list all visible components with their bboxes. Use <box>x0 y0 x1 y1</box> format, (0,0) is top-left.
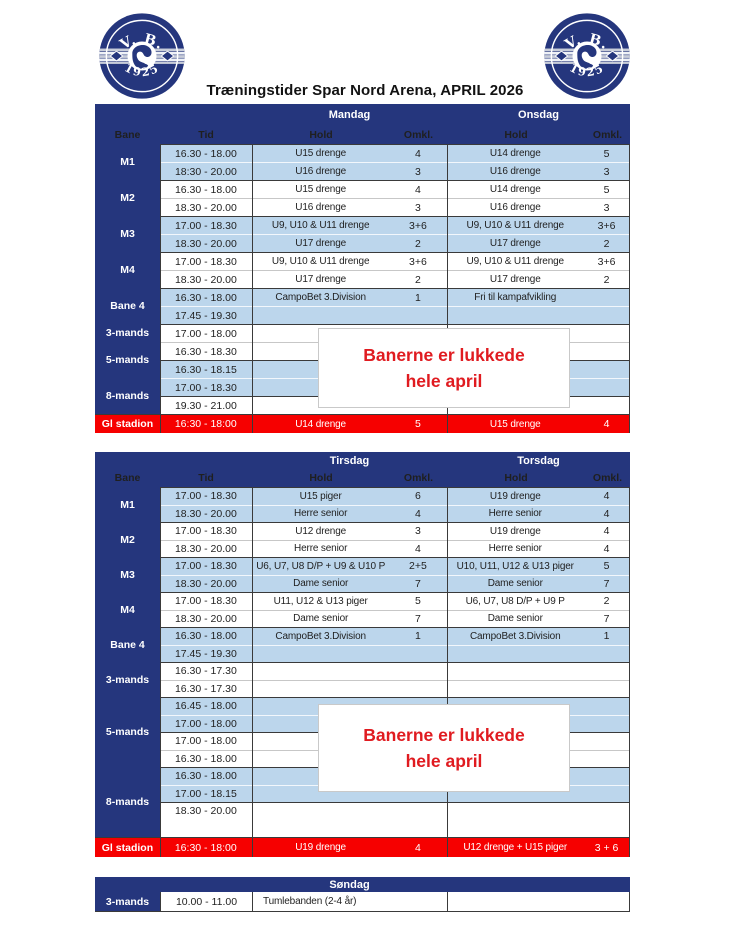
hold-cell-left: U9, U10 & U11 drenge <box>271 220 370 231</box>
omkl-cell-right <box>584 803 629 820</box>
table1-day-row <box>95 104 630 125</box>
hold-cell-left: U16 drenge <box>295 202 347 213</box>
hold-cell-left: U12 drenge <box>295 525 347 537</box>
hold-cell-right <box>446 646 584 663</box>
omkl-cell-right: 5 <box>603 183 610 196</box>
tid-cell: 16:30 - 18:00 <box>174 418 237 430</box>
hold-cell-left: U9, U10 & U11 drenge <box>271 256 370 267</box>
hold-cell-left <box>252 646 390 663</box>
hold-cell-right: U15 drenge <box>489 418 541 430</box>
tid-cell: 18.30 - 20.00 <box>174 237 237 250</box>
omkl-cell-left: 4 <box>415 507 421 520</box>
tid-cell: 17.45 - 19.30 <box>174 309 237 322</box>
hold-cell-left: U11, U12 & U13 piger <box>273 595 368 607</box>
tid-cell: 18.30 - 20.00 <box>174 542 237 555</box>
bane-label-5-mands: 5-mands <box>105 726 150 738</box>
omkl-cell-left: 1 <box>415 291 421 304</box>
omkl-cell-right: 3 <box>603 165 610 178</box>
hold-cell: Tumlebanden (2-4 år) <box>252 892 447 911</box>
tid-cell: 18.30 - 20.00 <box>174 201 237 214</box>
tid-cell: 16.30 - 18.15 <box>174 363 237 376</box>
bane-label-m4: M4 <box>120 603 135 616</box>
omkl-cell-right: 5 <box>603 147 610 160</box>
table2-column-header-row <box>95 469 630 487</box>
hold-cell-left <box>252 681 390 698</box>
omkl-cell-left <box>390 821 447 838</box>
hold-cell-right <box>446 681 584 698</box>
tid-cell: 18.30 - 20.00 <box>174 805 237 818</box>
bane-label-m3: M3 <box>120 228 135 240</box>
schedule-row <box>160 802 629 820</box>
bane-label-8-mands: 8-mands <box>105 796 150 808</box>
schedule-row <box>160 645 629 663</box>
tid-cell: 18.30 - 20.00 <box>174 507 237 520</box>
schedule-table-sunday <box>95 877 630 912</box>
bane-label: 3-mands <box>95 892 160 911</box>
column-header: Tid <box>198 128 214 141</box>
schedule-row <box>160 522 629 540</box>
sunday-header-band <box>95 877 630 892</box>
bane-label-5-mands: 5-mands <box>105 354 150 366</box>
omkl-cell-right: 4 <box>603 490 610 503</box>
schedule-row <box>160 487 629 505</box>
omkl-cell-left: 4 <box>415 183 421 196</box>
hold-cell-left <box>252 803 390 820</box>
column-divider <box>447 487 448 857</box>
hold-cell-right: U14 drenge <box>489 148 541 159</box>
omkl-cell-left: 2 <box>415 237 421 250</box>
schedule-row <box>160 234 629 252</box>
tid-cell: 19.30 - 21.00 <box>174 399 237 412</box>
bane-label-8-mands: 8-mands <box>105 390 150 402</box>
omkl-cell-right: 4 <box>603 542 610 555</box>
schedule-row <box>160 627 629 645</box>
column-header: Hold <box>504 472 528 484</box>
omkl-cell-right <box>584 663 629 680</box>
schedule-row <box>160 662 629 680</box>
gl-stadion-label: Gl stadion <box>101 841 154 854</box>
tid-cell: 18.30 - 20.00 <box>174 577 237 590</box>
hold-cell-left: U19 drenge <box>295 842 346 853</box>
omkl-cell-right <box>584 821 629 838</box>
schedule-row <box>160 270 629 288</box>
schedule-row <box>160 820 629 838</box>
day-header-left: Tirsdag <box>329 454 370 467</box>
omkl-cell-left: 3+6 <box>409 255 427 268</box>
hold-cell-left: U14 drenge <box>295 418 346 430</box>
closed-notice-line2: hele april <box>405 371 483 391</box>
tid-cell: 16.30 - 17.30 <box>174 682 237 695</box>
omkl-cell-left: 2+5 <box>409 560 427 573</box>
tid-cell: 16.30 - 18.00 <box>174 630 237 643</box>
gl-stadion-label: Gl stadion <box>101 418 154 430</box>
schedule-row <box>160 505 629 523</box>
omkl-cell-right <box>584 646 629 663</box>
omkl-cell-right: 1 <box>603 630 610 643</box>
hold-cell-right: U9, U10 & U11 drenge <box>466 256 564 267</box>
bane-label-m2: M2 <box>120 533 135 546</box>
tid-cell: 16.30 - 18.00 <box>174 147 237 160</box>
hold-cell-right: U19 drenge <box>489 490 541 502</box>
column-divider <box>160 487 161 857</box>
omkl-cell-right: 2 <box>603 273 610 286</box>
column-header: Omkl. <box>592 472 623 484</box>
table1-column-header-row <box>95 125 630 144</box>
omkl-cell-left <box>390 663 447 680</box>
omkl-cell-right <box>584 751 629 768</box>
bane-label-bane-4: Bane 4 <box>110 300 145 312</box>
hold-cell-left: U17 drenge <box>295 238 347 249</box>
column-header: Hold <box>309 472 333 484</box>
bane-label-3-mands: 3-mands <box>105 673 150 686</box>
gl-stadion-row <box>95 414 629 433</box>
tid-cell: 16.30 - 18.00 <box>174 291 237 304</box>
hold-cell-left <box>252 307 390 324</box>
column-header: Bane <box>114 128 141 141</box>
omkl-cell-right <box>584 698 629 715</box>
bane-label-m1: M1 <box>120 156 135 168</box>
hold-cell-right: U10, U11, U12 & U13 piger <box>456 560 574 572</box>
bane-label-m1: M1 <box>120 498 135 511</box>
omkl-cell-right <box>584 325 629 342</box>
omkl-cell-right: 7 <box>603 577 610 590</box>
omkl-cell-left: 1 <box>415 630 421 643</box>
omkl-cell-left: 4 <box>415 147 421 160</box>
hold-cell-right: Dame senior <box>487 578 543 590</box>
hold-cell-left: U17 drenge <box>295 274 347 285</box>
omkl-cell-right <box>584 397 629 414</box>
tid-cell: 17.00 - 18.30 <box>174 490 237 503</box>
omkl-cell-left <box>390 681 447 698</box>
hold-cell-left: Dame senior <box>293 613 349 625</box>
hold-cell-right: U16 drenge <box>489 166 541 177</box>
bane-label-m2: M2 <box>120 192 135 204</box>
omkl-cell-right: 2 <box>603 237 610 250</box>
omkl-cell-right: 3 <box>603 201 610 214</box>
day-header-right: Onsdag <box>518 108 559 121</box>
schedule-row <box>160 592 629 610</box>
tid-cell: 17.00 - 18.30 <box>174 595 237 608</box>
hold-cell-right: U17 drenge <box>489 274 541 285</box>
schedule-row <box>160 216 629 234</box>
omkl-cell-left: 4 <box>414 841 421 854</box>
gl-stadion-row <box>95 837 629 857</box>
omkl-cell-right <box>584 681 629 698</box>
schedule-row <box>160 198 629 216</box>
tid-cell: 17.00 - 18.15 <box>174 787 237 800</box>
hold-cell-right <box>446 803 584 820</box>
omkl-cell-right: 3 + 6 <box>594 841 619 854</box>
schedule-row <box>160 162 629 180</box>
tid-cell: 10.00 - 11.00 <box>160 892 252 911</box>
tid-cell: 16.30 - 17.30 <box>174 665 237 678</box>
closed-notice-box <box>318 704 570 792</box>
table2-header-band <box>95 452 630 487</box>
schedule-row <box>160 575 629 593</box>
hold-cell-left: U6, U7, U8 D/P + U9 & U10 P <box>256 560 386 572</box>
hold-cell-left: Dame senior <box>293 578 349 590</box>
schedule-row <box>160 610 629 628</box>
hold-cell-right: CampoBet 3.Division <box>469 630 561 642</box>
hold-cell-right: Herre senior <box>488 543 542 555</box>
omkl-cell-left: 4 <box>415 542 421 555</box>
omkl-cell-right <box>584 379 629 396</box>
tid-cell: 17.00 - 18.30 <box>174 525 237 538</box>
hold-cell-right: Fri til kampafvikling <box>474 292 557 303</box>
omkl-cell-right: 3+6 <box>597 219 616 232</box>
table2-day-row <box>95 452 630 469</box>
schedule-row <box>160 252 629 270</box>
omkl-cell-right: 5 <box>603 560 610 573</box>
omkl-cell-left: 3 <box>415 165 421 178</box>
tid-cell: 17.00 - 18.30 <box>174 381 237 394</box>
omkl-cell-right <box>584 343 629 360</box>
hold-cell-right <box>446 663 584 680</box>
tid-cell: 17.00 - 18.00 <box>174 717 237 730</box>
hold-cell-right: Dame senior <box>487 613 543 625</box>
bane-label-bane-4: Bane 4 <box>110 638 145 651</box>
omkl-cell-left: 6 <box>415 490 421 503</box>
hold-cell-left: U15 drenge <box>295 148 347 159</box>
schedule-row <box>160 680 629 698</box>
closed-notice-line1: Banerne er lukkede <box>363 344 525 365</box>
omkl-cell-right: 2 <box>603 595 610 608</box>
omkl-cell-right <box>584 768 629 785</box>
schedule-row <box>160 540 629 558</box>
column-divider <box>252 487 253 857</box>
schedule-row <box>160 557 629 575</box>
table1-header-band <box>95 104 630 144</box>
omkl-cell-right <box>584 716 629 733</box>
omkl-cell-right <box>584 289 629 306</box>
day-header-sunday: Søndag <box>329 878 370 891</box>
hold-cell-left: U15 drenge <box>295 184 347 195</box>
hold-cell-right: U19 drenge <box>489 525 541 537</box>
omkl-cell-left: 7 <box>415 612 421 625</box>
empty-cell <box>447 892 630 911</box>
hold-cell-right: U12 drenge + U15 piger <box>463 842 568 853</box>
tid-cell: 16.30 - 18.30 <box>174 345 237 358</box>
column-header: Hold <box>309 128 333 141</box>
hold-cell-right: U16 drenge <box>489 202 541 213</box>
bane-label-m3: M3 <box>120 568 135 581</box>
closed-notice-box <box>318 328 570 408</box>
hold-cell-left: U16 drenge <box>295 166 347 177</box>
tid-cell: 17.00 - 18.00 <box>174 327 237 340</box>
omkl-cell-left: 2 <box>415 273 421 286</box>
omkl-cell-right <box>584 786 629 803</box>
omkl-cell-right <box>584 733 629 750</box>
tid-cell: 18.30 - 20.00 <box>174 273 237 286</box>
sunday-row <box>95 892 630 912</box>
schedule-table-tuesday-thursday <box>95 452 630 857</box>
omkl-cell-right: 4 <box>603 507 610 520</box>
tid-cell: 16.30 - 18.00 <box>174 752 237 765</box>
bane-label-3-mands: 3-mands <box>105 327 150 339</box>
omkl-cell-left <box>390 307 447 324</box>
hold-cell-left: U15 piger <box>299 490 342 502</box>
table2-grid <box>95 487 630 857</box>
day-header-right: Torsdag <box>517 454 560 467</box>
closed-notice-line1: Banerne er lukkede <box>363 724 525 745</box>
omkl-cell-left: 7 <box>415 577 421 590</box>
column-header: Hold <box>504 128 528 141</box>
schedule-table-monday-wednesday <box>95 104 630 433</box>
schedule-row <box>160 306 629 324</box>
column-header: Bane <box>114 472 141 484</box>
tid-cell: 16.30 - 18.00 <box>174 183 237 196</box>
closed-notice-line2: hele april <box>405 751 483 771</box>
tid-cell: 16:30 - 18:00 <box>174 841 237 854</box>
omkl-cell-right <box>584 361 629 378</box>
tid-cell: 16.30 - 18.00 <box>174 770 237 783</box>
tid-cell: 16.45 - 18.00 <box>174 700 237 713</box>
tid-cell: 17.00 - 18.30 <box>174 560 237 573</box>
hold-cell-right: Herre senior <box>488 508 542 520</box>
hold-cell-left <box>252 821 390 838</box>
tid-cell: 18.30 - 20.00 <box>174 612 237 625</box>
schedule-row <box>160 144 629 162</box>
hold-cell-left: CampoBet 3.Division <box>275 630 366 642</box>
tid-cell: 17.00 - 18.30 <box>174 219 237 232</box>
hold-cell-right: U6, U7, U8 D/P + U9 P <box>465 595 565 607</box>
hold-cell-right: U17 drenge <box>489 238 541 249</box>
omkl-cell-left <box>390 646 447 663</box>
hold-cell-left <box>252 663 390 680</box>
omkl-cell-right <box>584 307 629 324</box>
tid-cell: 18:30 - 20.00 <box>174 165 237 178</box>
hold-cell-left: Herre senior <box>294 508 348 520</box>
hold-cell-left: Herre senior <box>294 543 348 555</box>
column-divider <box>160 144 161 433</box>
tid-cell: 17.00 - 18.30 <box>174 255 237 268</box>
omkl-cell-right: 4 <box>603 525 610 538</box>
schedule-row <box>160 288 629 306</box>
hold-cell-right: U9, U10 & U11 drenge <box>466 220 564 231</box>
tid-cell <box>160 821 252 838</box>
day-header-left: Mandag <box>328 108 371 121</box>
hold-cell-right <box>446 307 584 324</box>
omkl-cell-left: 3+6 <box>409 219 427 232</box>
bane-label-m4: M4 <box>120 264 135 276</box>
omkl-cell-left: 3 <box>415 525 421 538</box>
schedule-row <box>160 180 629 198</box>
hold-cell-right: U14 drenge <box>489 184 541 195</box>
omkl-cell-left: 5 <box>415 595 421 608</box>
omkl-cell-right: 4 <box>603 418 610 430</box>
omkl-cell-left: 5 <box>414 418 421 430</box>
omkl-cell-left <box>390 803 447 820</box>
omkl-cell-right: 3+6 <box>597 255 616 268</box>
hold-cell-left: CampoBet 3.Division <box>275 292 366 303</box>
omkl-cell-right: 7 <box>603 612 610 625</box>
column-header: Omkl. <box>403 472 434 484</box>
hold-cell-right <box>446 821 584 838</box>
column-header: Tid <box>198 472 214 484</box>
tid-cell: 17.00 - 18.00 <box>174 735 237 748</box>
tid-cell: 17.45 - 19.30 <box>174 647 237 660</box>
omkl-cell-left: 3 <box>415 201 421 214</box>
column-header: Omkl. <box>403 128 434 141</box>
column-divider <box>252 144 253 433</box>
page-title: Træningstider Spar Nord Arena, APRIL 2026 <box>206 82 524 99</box>
column-header: Omkl. <box>592 128 623 141</box>
